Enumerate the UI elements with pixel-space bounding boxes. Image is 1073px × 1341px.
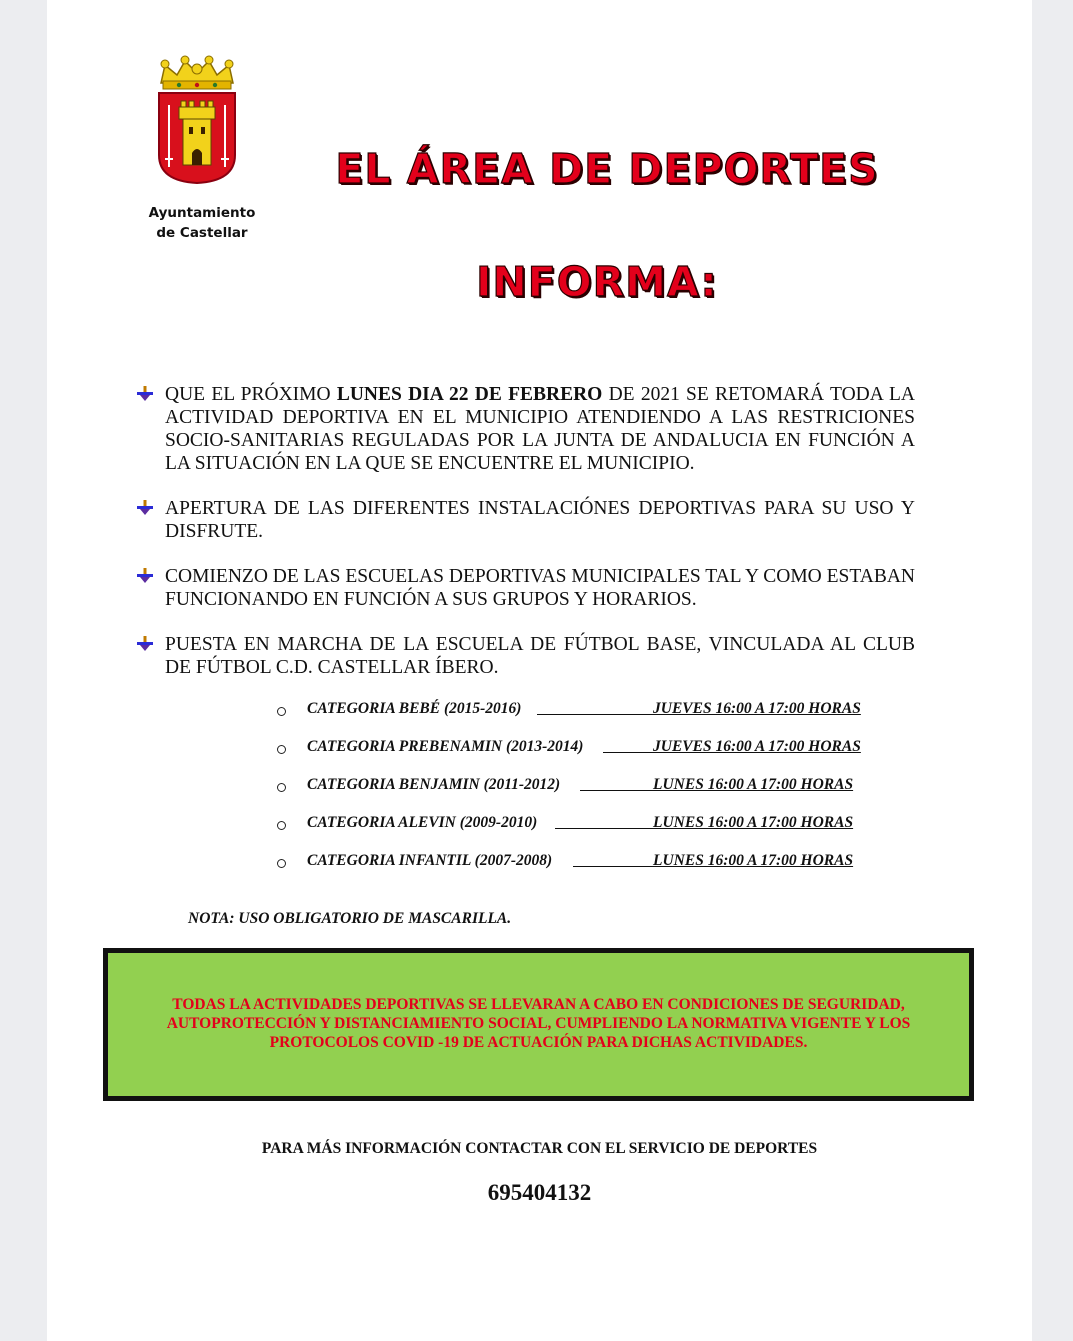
category-row (277, 814, 897, 852)
category-row (277, 700, 897, 738)
circle-bullet-icon (277, 707, 286, 716)
category-schedule: LUNES 16:00 A 17:00 HORAS (653, 814, 854, 831)
page-subtitle: INFORMA: (476, 258, 718, 306)
list-item (137, 565, 915, 611)
safety-notice-text: TODAS LA ACTIVIDADES DEPORTIVAS SE LLEVARAN A CABO EN CONDICIONES DE SEGURIDAD, AUTOPROTECCIÓN Y DISTANCIAMIENTO SOCIAL, CUMPLIENDO LA NORMATIVA VIGENTE Y LOS PROTOCOLOS COVID -19 DE ACTUACIÓN PARA DICHAS ACTIVIDADES. (166, 996, 911, 1051)
page-title: EL ÁREA DE DEPORTES (335, 145, 879, 193)
list-item (137, 383, 915, 475)
category-label: CATEGORIA INFANTIL (2007-2008) (307, 852, 553, 869)
bullet-text: COMIENZO DE LAS ESCUELAS DEPORTIVAS MUNICIPALES TAL Y COMO ESTABAN FUNCIONANDO EN FUNCIÓN A SUS GRUPOS Y HORARIOS. (165, 566, 915, 610)
category-schedule-list (277, 700, 897, 890)
circle-bullet-icon (277, 783, 286, 792)
arrow-down-bullet-icon (137, 568, 153, 584)
org-line-2: de Castellar (156, 225, 248, 241)
circle-bullet-icon (277, 821, 286, 830)
organization-name (137, 203, 267, 243)
safety-notice-box (103, 948, 974, 1101)
org-line-1: Ayuntamiento (148, 205, 256, 221)
announcement-list (137, 383, 915, 701)
contact-info: PARA MÁS INFORMACIÓN CONTACTAR CON EL SERVICIO DE DEPORTES (261, 1140, 818, 1157)
leader-line (603, 752, 653, 753)
category-schedule: LUNES 16:00 A 17:00 HORAS (653, 776, 854, 793)
leader-line (573, 866, 653, 867)
arrow-down-bullet-icon (137, 386, 153, 402)
list-item (137, 497, 915, 543)
phone-number: 695404132 (487, 1180, 592, 1205)
category-schedule: JUEVES 16:00 A 17:00 HORAS (653, 738, 861, 755)
document-page (47, 0, 1032, 1341)
leader-line (580, 790, 653, 791)
circle-bullet-icon (277, 859, 286, 868)
leader-line (537, 714, 653, 715)
arrow-down-bullet-icon (137, 500, 153, 516)
bullet-text: APERTURA DE LAS DIFERENTES INSTALACIÓNES DEPORTIVAS PARA SU USO Y DISFRUTE. (165, 498, 915, 542)
category-row (277, 852, 897, 890)
category-row (277, 738, 897, 776)
category-label: CATEGORIA BENJAMIN (2011-2012) (307, 776, 561, 793)
leader-line (555, 828, 653, 829)
category-label: CATEGORIA PREBENAMIN (2013-2014) (307, 738, 584, 755)
arrow-down-bullet-icon (137, 636, 153, 652)
category-label: CATEGORIA ALEVIN (2009-2010) (307, 814, 538, 831)
category-row (277, 776, 897, 814)
bullet-text: QUE EL PRÓXIMO LUNES DIA 22 DE FEBRERO DE 2021 SE RETOMARÁ TODA LA ACTIVIDAD DEPORTIVA EN EL MUNICIPIO ATENDIENDO A LAS RESTRICIONES SOCIO-SANITARIAS REGULADAS POR LA JUNTA DE ANDALUCIA EN FUNCIÓN A LA SITUACIÓN EN LA QUE SE ENCUENTRE EL MUNICIPIO. (165, 384, 915, 474)
category-label: CATEGORIA BEBÉ (2015-2016) (307, 700, 522, 717)
list-item (137, 633, 915, 679)
circle-bullet-icon (277, 745, 286, 754)
mask-note: NOTA: USO OBLIGATORIO DE MASCARILLA. (188, 910, 512, 927)
category-schedule: LUNES 16:00 A 17:00 HORAS (653, 852, 854, 869)
category-schedule: JUEVES 16:00 A 17:00 HORAS (653, 700, 861, 717)
highlight-date: LUNES DIA 22 DE FEBRERO (336, 384, 603, 405)
bullet-text: PUESTA EN MARCHA DE LA ESCUELA DE FÚTBOL BASE, VINCULADA AL CLUB DE FÚTBOL C.D. CASTELLAR ÍBERO. (165, 634, 915, 678)
